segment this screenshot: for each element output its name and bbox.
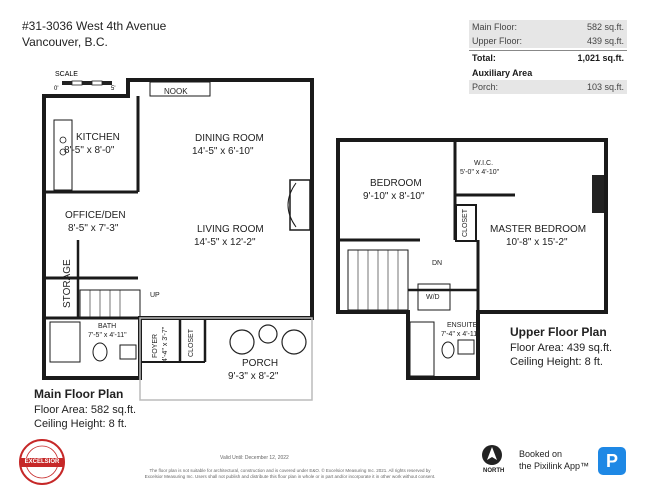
main-floor-caption xyxy=(34,387,136,431)
address-line-2: Vancouver, B.C. xyxy=(22,35,108,49)
area-value: 103 sq.ft. xyxy=(586,82,624,92)
area-label: Total: xyxy=(472,53,496,63)
room-kitchen-name: KITCHEN xyxy=(76,132,120,143)
room-bedroom-dim: 9'-10" x 8'-10" xyxy=(363,191,425,202)
room-main-closet: CLOSET xyxy=(188,328,195,357)
room-ensuite-name: ENSUITE xyxy=(447,322,478,329)
upper-floor-caption xyxy=(510,325,612,369)
room-wic-dim: 5'-0" x 4'-10" xyxy=(460,169,500,176)
scale-label: SCALE xyxy=(55,71,78,78)
pixilink-text xyxy=(519,448,589,472)
room-foyer-dim: 4'-4" x 3'-7" xyxy=(162,326,169,362)
upper-floor-title: Upper Floor Plan xyxy=(510,325,607,339)
room-porch-name: PORCH xyxy=(242,358,279,369)
room-master-name: MASTER BEDROOM xyxy=(490,224,587,235)
room-living-name: LIVING ROOM xyxy=(197,224,264,235)
valid-until: Valid Until: December 12, 2022 xyxy=(220,455,289,461)
room-upper-closet: CLOSET xyxy=(462,208,469,237)
pixilink-line-2: the Pixilink App™ xyxy=(519,461,590,471)
main-floor-height: Ceiling Height: 8 ft. xyxy=(34,418,127,430)
room-bath-dim: 7'-5" x 4'-11" xyxy=(88,332,127,339)
room-office-name: OFFICE/DEN xyxy=(65,210,126,221)
room-living-dim: 14'-5" x 12'-2" xyxy=(194,237,256,248)
area-label: Upper Floor: xyxy=(472,36,523,46)
scale-five: 5' xyxy=(111,86,116,92)
scale-zero: 0' xyxy=(54,86,59,92)
room-porch-dim: 9'-3" x 8'-2" xyxy=(228,371,279,382)
stair-dn-label: DN xyxy=(432,260,443,267)
stair-up-label: UP xyxy=(150,292,160,299)
room-ensuite-dim: 7'-4" x 4'-11" xyxy=(441,331,480,338)
excelsior-label: EXCELSIOR xyxy=(24,459,60,465)
area-value: 1,021 sq.ft. xyxy=(577,53,624,63)
main-floor-area: Floor Area: 582 sq.ft. xyxy=(34,404,137,416)
room-bath-name: BATH xyxy=(98,323,117,330)
room-master-dim: 10'-8" x 15'-2" xyxy=(506,237,568,248)
area-label: Porch: xyxy=(472,82,499,92)
scale-bar xyxy=(54,71,115,92)
room-office-dim: 8'-5" x 7'-3" xyxy=(68,223,119,234)
main-floor-title: Main Floor Plan xyxy=(34,387,124,401)
disclaimer-line-1: The floor plan is not suitable for architectural, construction and is covered under E&O. © Excelsior Measuring Inc. 2021. All rights reserved by xyxy=(149,468,431,473)
address-line-1: #31-3036 West 4th Avenue xyxy=(22,19,167,33)
room-wic-name: W.I.C. xyxy=(474,160,494,167)
room-wd: W/D xyxy=(426,294,440,301)
pixilink-line-1: Booked on xyxy=(519,449,563,459)
room-bedroom-name: BEDROOM xyxy=(370,178,422,189)
north-arrow xyxy=(482,445,502,465)
pixilink-logo-icon[interactable]: P xyxy=(598,447,626,475)
room-storage: STORAGE xyxy=(62,259,73,308)
room-foyer-name: FOYER xyxy=(152,333,159,358)
room-dining-dim: 14'-5" x 6'-10" xyxy=(192,146,254,157)
north-label: NORTH xyxy=(483,468,505,474)
aux-title-text: Auxiliary Area xyxy=(472,68,533,78)
room-kitchen-dim: 8'-5" x 8'-0" xyxy=(64,145,115,156)
disclaimer-line-2: Excelsior Measuring Inc. Users shall not publish and distribute this floor plan in whole or in part and/or incorporate it in other work without consent. xyxy=(144,474,436,479)
upper-floor-area: Floor Area: 439 sq.ft. xyxy=(510,342,613,354)
area-value: 439 sq.ft. xyxy=(586,36,624,46)
disclaimer xyxy=(120,468,460,480)
area-value: 582 sq.ft. xyxy=(586,22,624,32)
room-dining-name: DINING ROOM xyxy=(195,133,264,144)
upper-floor-height: Ceiling Height: 8 ft. xyxy=(510,356,603,368)
area-label: Main Floor: xyxy=(472,22,518,32)
room-nook: NOOK xyxy=(164,87,188,96)
